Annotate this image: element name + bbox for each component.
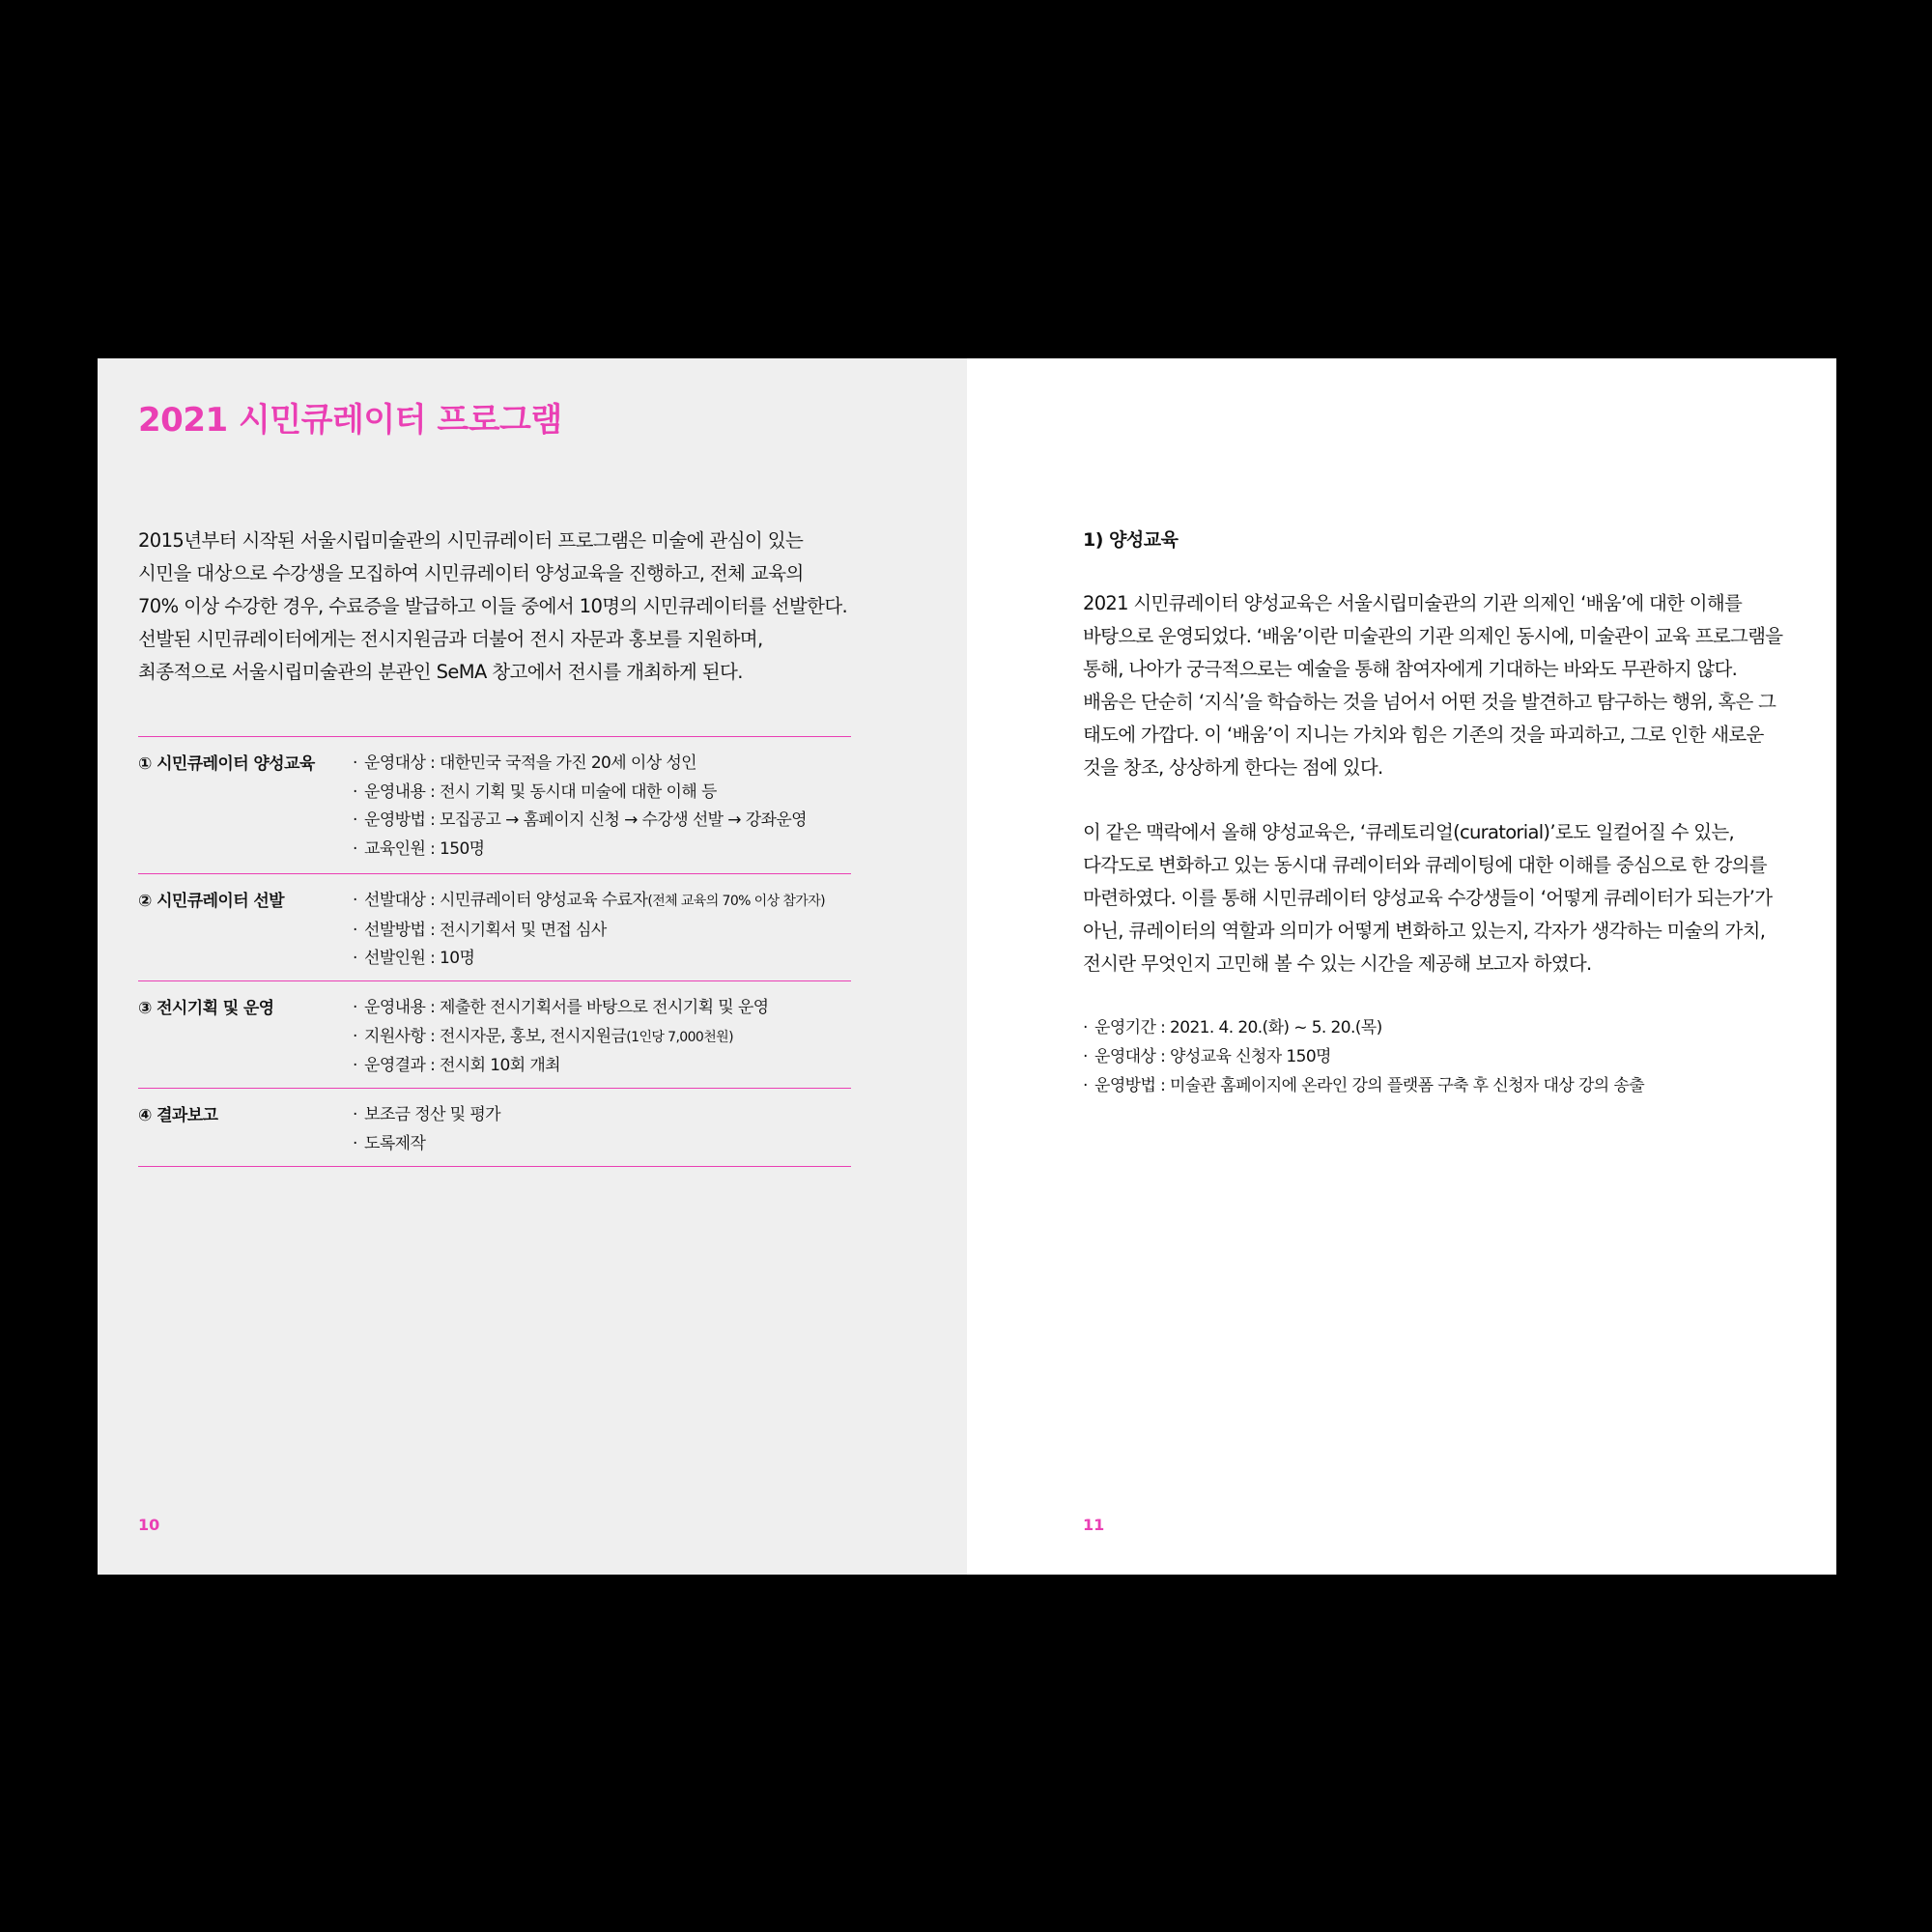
right-page [967,358,1836,1575]
intro-line: 70% 이상 수강한 경우, 수료증을 발급하고 이들 중에서 10명의 시민큐레이터를 선발한다. [138,595,848,617]
program-item: · 선발방법 : 전시기획서 및 면접 심사 [353,920,607,940]
info-item: · 운영방법 : 미술관 홈페이지에 온라인 강의 플랫폼 구축 후 신청자 대상 강의 송출 [1083,1076,1645,1095]
body-paragraph [1083,816,1817,980]
intro-line: 시민을 대상으로 수강생을 모집하여 시민큐레이터 양성교육을 진행하고, 전체 교육의 [138,562,804,584]
intro-line: 최종적으로 서울시립미술관의 분관인 SeMA 창고에서 전시를 개최하게 된다. [138,661,743,683]
program-row [138,981,851,1089]
program-row [138,1089,851,1167]
program-item: · 운영대상 : 대한민국 국적을 가진 20세 이상 성인 [353,753,696,773]
body-line: 마련하였다. 이를 통해 시민큐레이터 양성교육 수강생들이 ‘어떻게 큐레이터가 되는가’가 [1083,887,1773,909]
body-line: 전시란 무엇인지 고민해 볼 수 있는 시간을 제공해 보고자 하였다. [1083,952,1592,975]
body-line: 다각도로 변화하고 있는 동시대 큐레이터와 큐레이팅에 대한 이해를 중심으로 한 강의를 [1083,854,1767,876]
program-note: (전체 교육의 70% 이상 참가자) [647,894,826,909]
program-item: · 교육인원 : 150명 [353,838,485,859]
body-paragraph [1083,587,1817,784]
program-item: · 운영방법 : 모집공고 → 홈페이지 신청 → 수강생 선발 → 강좌운영 [353,810,808,830]
page-title: 2021 시민큐레이터 프로그램 [138,401,562,440]
body-line: 통해, 나아가 궁극적으로는 예술을 통해 참여자에게 기대하는 바와도 무관하지 않다. [1083,658,1738,680]
body-line: 바탕으로 운영되었다. ‘배움’이란 미술관의 기관 의제인 동시에, 미술관이 교육 프로그램을 [1083,625,1783,647]
body-line: 이 같은 맥락에서 올해 양성교육은, ‘큐레토리얼(curatorial)’로도 일컬어질 수 있는, [1083,821,1735,843]
program-name: ② 시민큐레이터 선발 [138,892,285,911]
intro-line: 선발된 시민큐레이터에게는 전시지원금과 더불어 전시 자문과 홍보를 지원하며, [138,628,763,650]
info-item: · 운영대상 : 양성교육 신청자 150명 [1083,1047,1331,1066]
section-title: 1) 양성교육 [1083,529,1179,551]
program-items [353,750,851,864]
body-line: 것을 창조, 상상하게 한다는 점에 있다. [1083,756,1383,779]
intro-line: 2015년부터 시작된 서울시립미술관의 시민큐레이터 프로그램은 미술에 관심이 있는 [138,529,804,552]
program-item: · 선발대상 : 시민큐레이터 양성교육 수료자(전체 교육의 70% 이상 참가자) [353,891,826,910]
program-item: · 운영내용 : 제출한 전시기획서를 바탕으로 전시기획 및 운영 [353,998,769,1017]
program-name: ③ 전시기획 및 운영 [138,999,274,1018]
program-item: · 선발인원 : 10명 [353,949,475,968]
program-note: (1인당 7,000천원) [626,1029,733,1045]
program-item: · 도록제작 [353,1133,426,1153]
page-number: 11 [1083,1516,1105,1534]
program-table [138,736,851,1167]
program-item: · 운영결과 : 전시회 10회 개최 [353,1056,560,1075]
program-item: · 지원사항 : 전시자문, 홍보, 전시지원금(1인당 7,000천원) [353,1026,733,1046]
info-item: · 운영기간 : 2021. 4. 20.(화) ~ 5. 20.(목) [1083,1018,1382,1037]
program-items [353,994,851,1081]
intro-paragraph [138,525,872,689]
body-line: 태도에 가깝다. 이 ‘배움’이 지니는 가치와 힘은 기존의 것을 파괴하고, 그로 인한 새로운 [1083,724,1764,746]
program-row [138,737,851,874]
body-line: 아닌, 큐레이터의 역할과 의미가 어떻게 변화하고 있는지, 각자가 생각하는 미술의 가치, [1083,920,1766,942]
program-items [353,887,851,974]
program-row [138,874,851,981]
left-page [98,358,967,1575]
program-item: · 운영내용 : 전시 기획 및 동시대 미술에 대한 이해 등 [353,781,717,802]
body-line: 배움은 단순히 ‘지식’을 학습하는 것을 넘어서 어떤 것을 발견하고 탐구하는 행위, 혹은 그 [1083,691,1776,713]
program-item: · 보조금 정산 및 평가 [353,1105,500,1124]
program-name: ④ 결과보고 [138,1106,218,1125]
program-items [353,1101,851,1158]
body-line: 2021 시민큐레이터 양성교육은 서울시립미술관의 기관 의제인 ‘배움’에 대한 이해를 [1083,592,1743,614]
page-number: 10 [138,1516,160,1534]
info-list [1083,1013,1644,1100]
program-name: ① 시민큐레이터 양성교육 [138,754,315,774]
